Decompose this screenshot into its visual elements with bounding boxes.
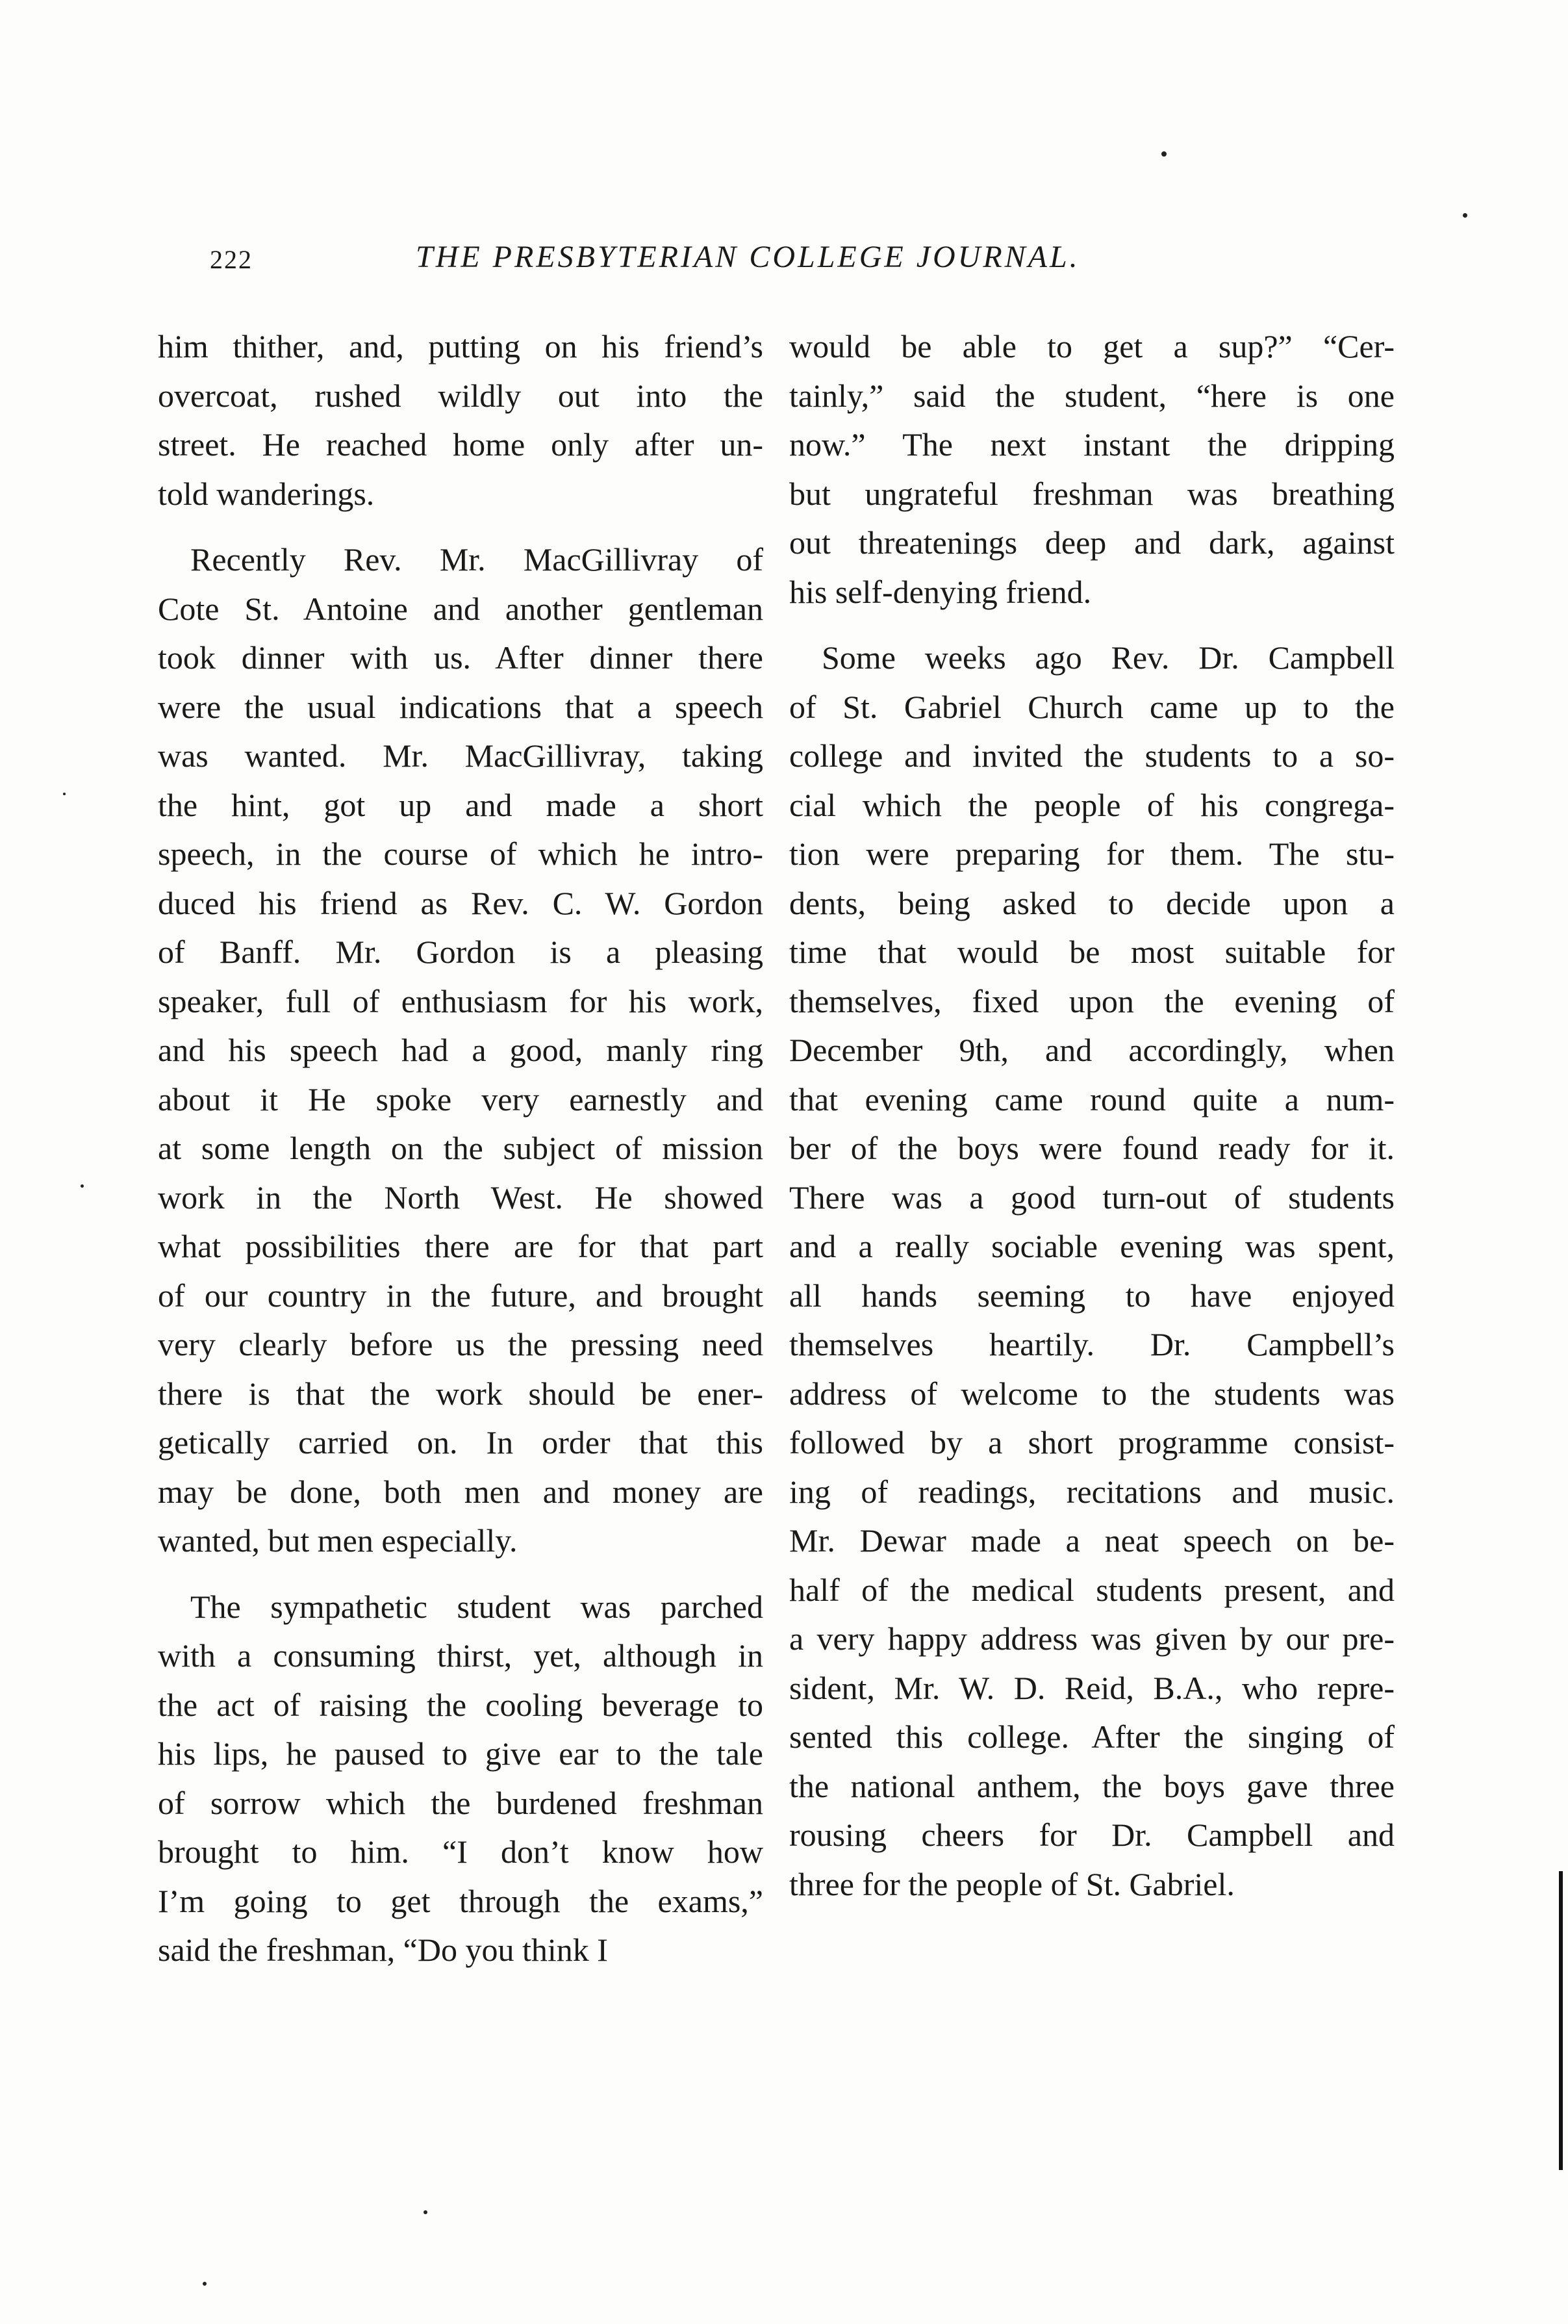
- right-column: [789, 322, 1395, 1909]
- paragraph: [158, 322, 763, 518]
- text-line: sident, Mr. W. D. Reid, B.A., who repre-: [789, 1669, 1395, 1706]
- text-line: street. He reached home only after un-: [158, 426, 763, 463]
- text-line: was wanted. Mr. MacGillivray, taking: [158, 737, 763, 774]
- text-line: address of welcome to the students was: [789, 1375, 1395, 1412]
- scan-speck: [203, 2282, 207, 2286]
- text-line: all hands seeming to have enjoyed: [789, 1277, 1395, 1314]
- paragraph-gap: [158, 518, 763, 535]
- text-line: themselves heartily. Dr. Campbell’s: [789, 1326, 1395, 1362]
- text-line: time that would be most suitable for: [789, 934, 1395, 970]
- text-line: college and invited the students to a so-: [789, 737, 1395, 774]
- text-line: sented this college. After the singing of: [789, 1718, 1395, 1755]
- text-line: wanted, but men especially.: [158, 1522, 518, 1559]
- text-line: and his speech had a good, manly ring: [158, 1032, 763, 1068]
- text-line: Cote St. Antoine and another gentleman: [158, 590, 763, 627]
- scan-edge-bar: [1559, 1871, 1563, 2170]
- text-line: about it He spoke very earnestly and: [158, 1080, 763, 1117]
- text-line: rousing cheers for Dr. Campbell and: [789, 1817, 1395, 1853]
- text-line: told wanderings.: [158, 475, 375, 512]
- text-line: brought to him. “I don’t know how: [158, 1833, 763, 1870]
- scan-speck: [1463, 213, 1467, 218]
- text-line: the act of raising the cooling beverage to: [158, 1686, 763, 1723]
- text-line: themselves, fixed upon the evening of: [789, 982, 1395, 1019]
- text-line: followed by a short programme consist-: [789, 1424, 1395, 1461]
- text-line: of our country in the future, and brought: [158, 1277, 763, 1314]
- text-line: with a consuming thirst, yet, although in: [158, 1637, 763, 1674]
- text-line: duced his friend as Rev. C. W. Gordon: [158, 884, 763, 921]
- text-line: out threatenings deep and dark, against: [789, 524, 1395, 561]
- text-line: Recently Rev. Mr. MacGillivray of: [190, 541, 763, 578]
- text-line: getically carried on. In order that this: [158, 1424, 763, 1461]
- page-number: 222: [210, 245, 253, 274]
- paragraph: [789, 633, 1395, 1909]
- text-line: speaker, full of enthusiasm for his work,: [158, 982, 763, 1019]
- text-line: there is that the work should be ener-: [158, 1375, 763, 1412]
- text-line: tion were preparing for them. The stu-: [789, 836, 1395, 872]
- text-line: of St. Gabriel Church came up to the: [789, 688, 1395, 725]
- paragraph-gap: [158, 1566, 763, 1583]
- text-line: the national anthem, the boys gave three: [789, 1767, 1395, 1804]
- text-line: what possibilities there are for that part: [158, 1228, 763, 1264]
- text-line: December 9th, and accordingly, when: [789, 1032, 1395, 1068]
- scan-speck: [81, 1184, 84, 1188]
- text-line: of sorrow which the burdened freshman: [158, 1784, 763, 1821]
- text-line: cial which the people of his congrega-: [789, 786, 1395, 823]
- text-line: The sympathetic student was parched: [190, 1588, 763, 1625]
- paragraph: [789, 322, 1395, 617]
- paragraph: [158, 1583, 763, 1975]
- text-line: ing of readings, recitations and music.: [789, 1473, 1395, 1510]
- text-line: very clearly before us the pressing need: [158, 1326, 763, 1362]
- text-line: said the freshman, “Do you think I: [158, 1932, 608, 1968]
- text-line: and a really sociable evening was spent,: [789, 1228, 1395, 1264]
- text-line: I’m going to get through the exams,”: [158, 1882, 763, 1919]
- text-line: overcoat, rushed wildly out into the: [158, 377, 763, 414]
- paragraph: [158, 535, 763, 1566]
- text-line: speech, in the course of which he intro-: [158, 836, 763, 872]
- text-line: There was a good turn-out of students: [789, 1179, 1395, 1216]
- text-line: his self-denying friend.: [789, 573, 1092, 610]
- text-line: ber of the boys were found ready for it.: [789, 1130, 1395, 1166]
- text-line: that evening came round quite a num-: [789, 1080, 1395, 1117]
- text-line: a very happy address was given by our pre-: [789, 1620, 1395, 1657]
- text-line: at some length on the subject of mission: [158, 1130, 763, 1166]
- text-line: now.” The next instant the dripping: [789, 426, 1395, 463]
- text-line: Mr. Dewar made a neat speech on be-: [789, 1522, 1395, 1559]
- scan-speck: [424, 2210, 427, 2214]
- text-line: his lips, he paused to give ear to the tale: [158, 1735, 763, 1772]
- scan-speck: [1161, 151, 1167, 157]
- text-line: may be done, both men and money are: [158, 1473, 763, 1510]
- paragraph-gap: [789, 617, 1395, 633]
- text-line: three for the people of St. Gabriel.: [789, 1865, 1235, 1902]
- text-line: half of the medical students present, and: [789, 1571, 1395, 1608]
- text-line: the hint, got up and made a short: [158, 786, 763, 823]
- text-line: Some weeks ago Rev. Dr. Campbell: [822, 639, 1395, 676]
- text-line: him thither, and, putting on his friend’s: [158, 328, 763, 364]
- text-line: work in the North West. He showed: [158, 1179, 763, 1216]
- left-column: [158, 322, 763, 1975]
- page-header: [0, 239, 1568, 291]
- text-line: would be able to get a sup?” “Cer-: [789, 328, 1395, 364]
- text-line: were the usual indications that a speech: [158, 688, 763, 725]
- scan-speck: [63, 793, 66, 795]
- text-line: of Banff. Mr. Gordon is a pleasing: [158, 934, 763, 970]
- text-line: tainly,” said the student, “here is one: [789, 377, 1395, 414]
- text-line: but ungrateful freshman was breathing: [789, 475, 1395, 512]
- running-title: THE PRESBYTERIAN COLLEGE JOURNAL.: [416, 240, 1080, 274]
- text-line: took dinner with us. After dinner there: [158, 639, 763, 676]
- text-line: dents, being asked to decide upon a: [789, 884, 1395, 921]
